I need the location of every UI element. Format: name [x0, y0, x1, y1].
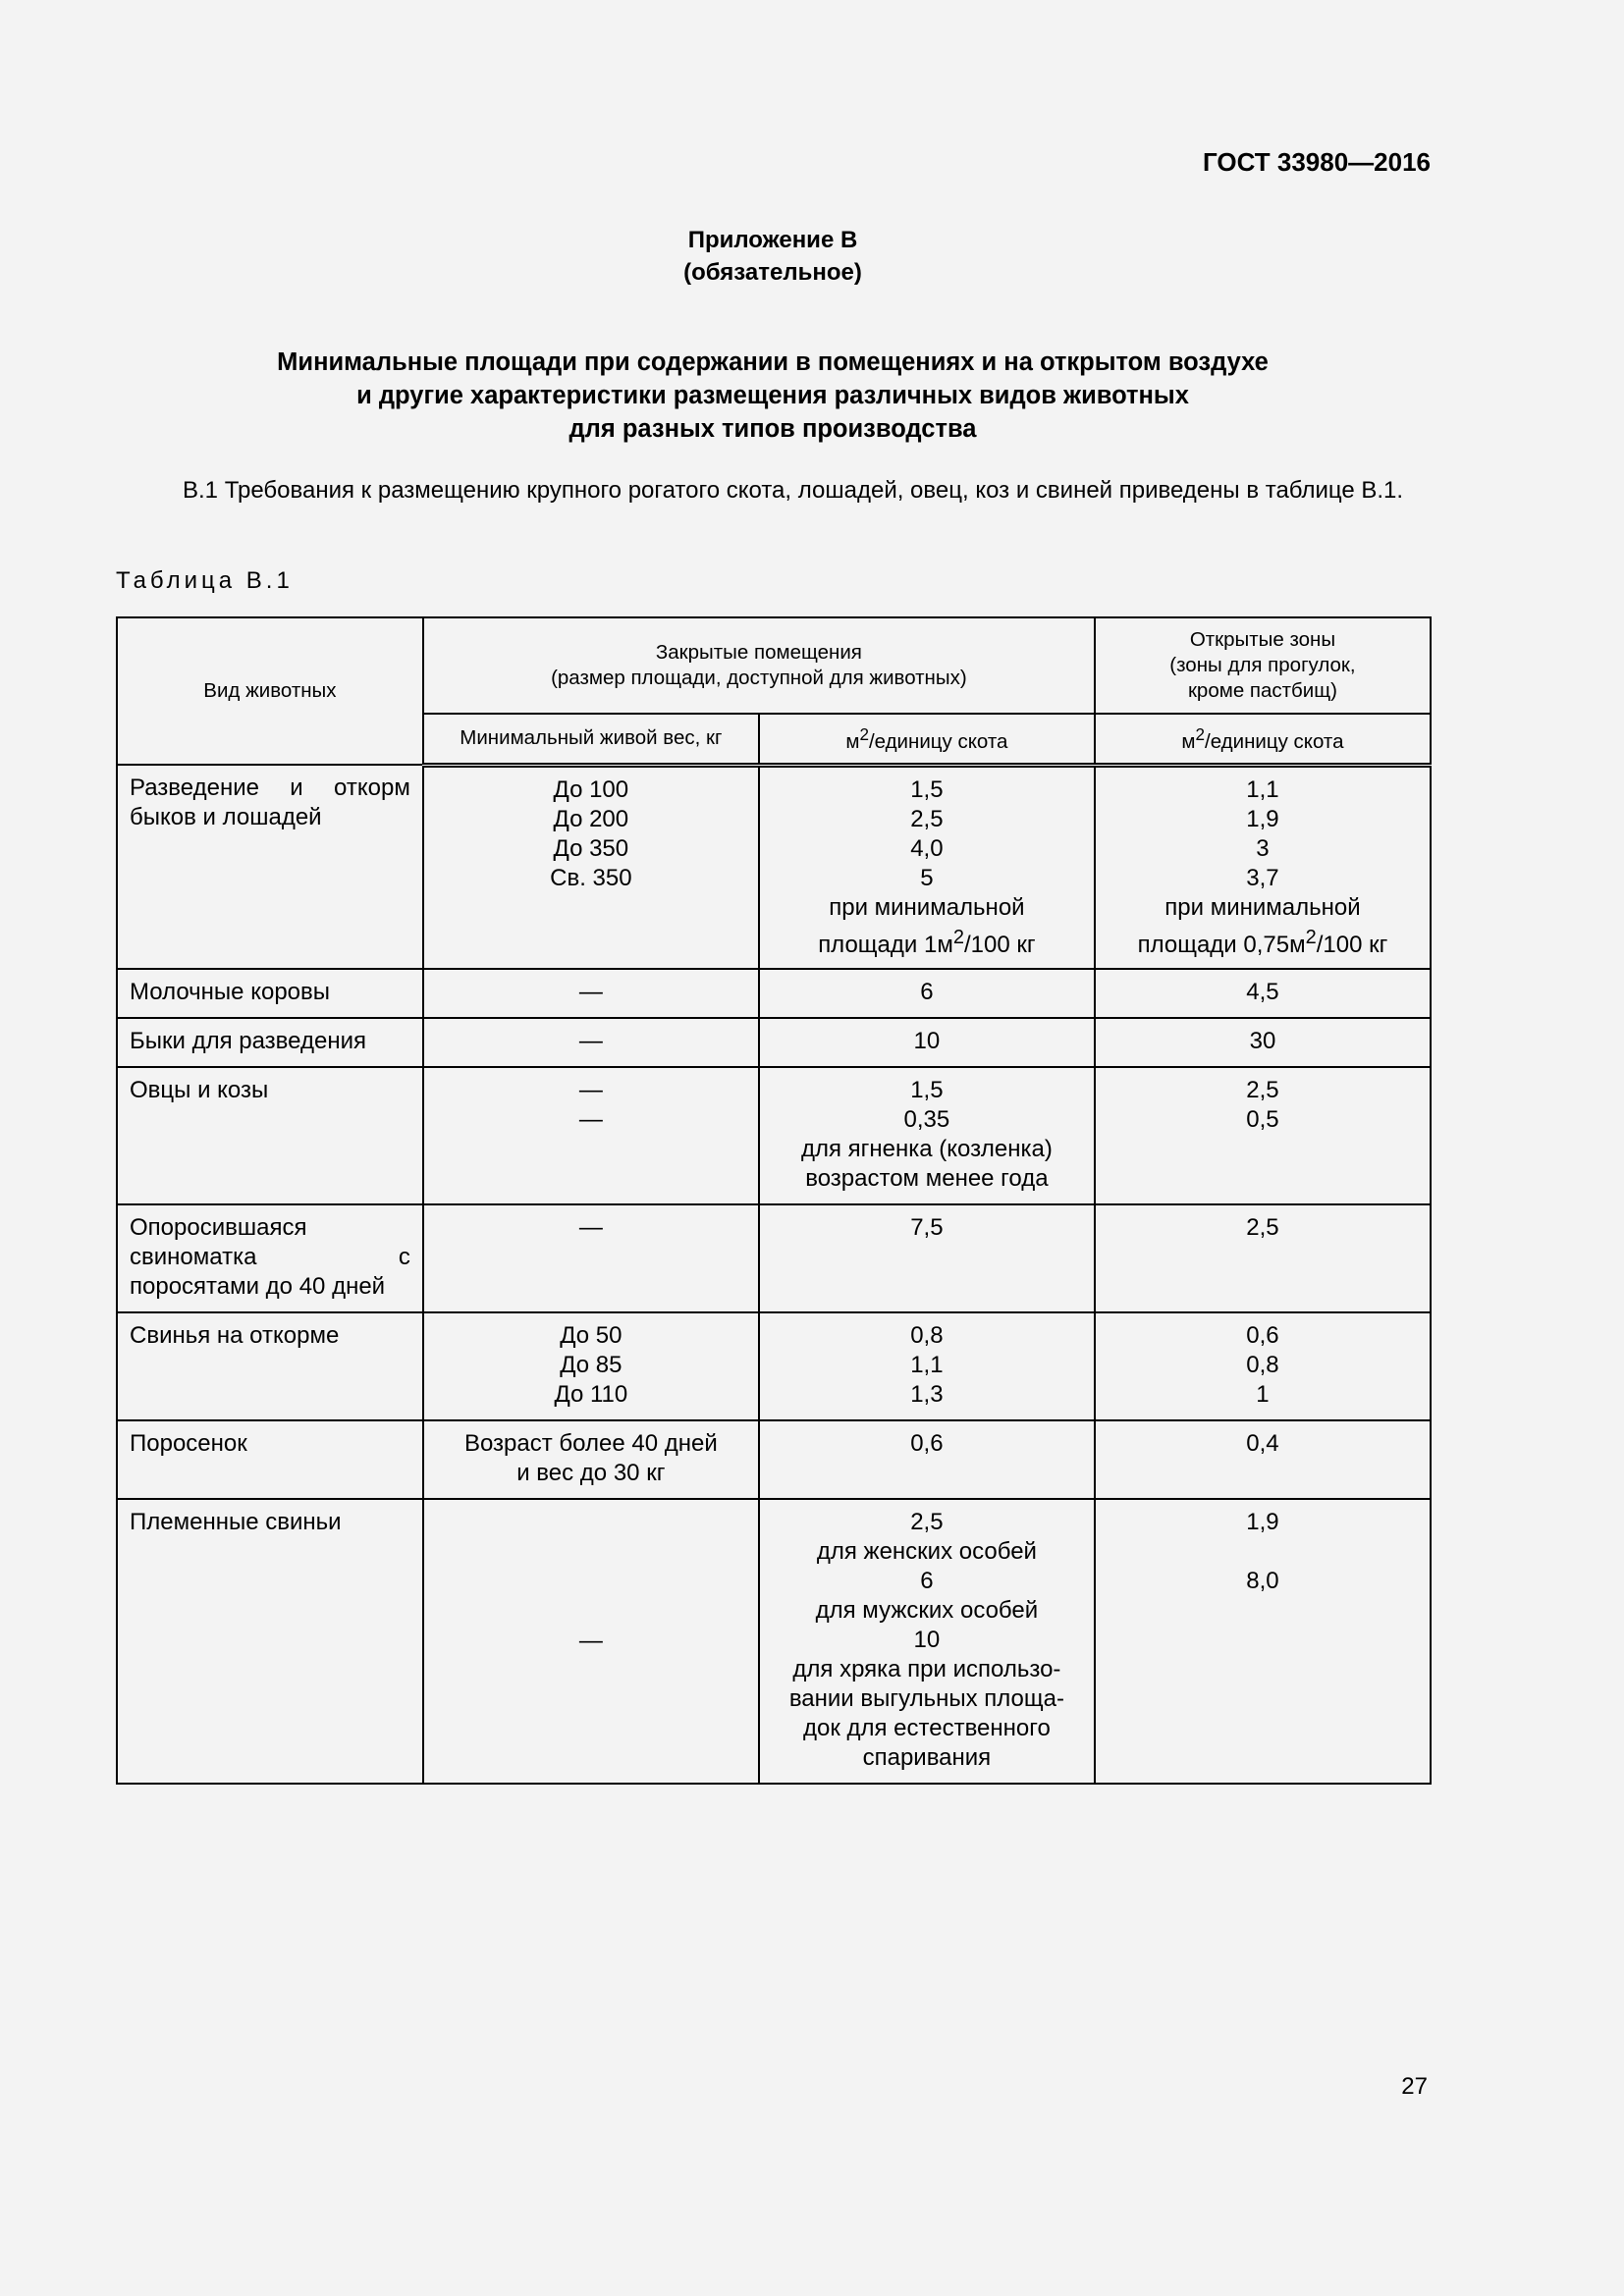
- table-caption: Таблица В.1: [116, 567, 294, 594]
- cell-closed: 7,5: [759, 1204, 1095, 1312]
- cell-weight: —: [423, 1018, 759, 1067]
- cell-open: 2,5 0,5: [1095, 1067, 1431, 1204]
- cell-animal: Свинья на откорме: [117, 1312, 423, 1420]
- header-closed: Закрытые помещения (размер площади, доступной для животных): [423, 617, 1095, 714]
- appendix-title: Приложение В: [687, 227, 858, 253]
- title-line-1: Минимальные площади при содержании в помещениях и на открытом воздухе: [277, 348, 1269, 376]
- title-line-2: и другие характеристики размещения различных видов животных: [356, 382, 1189, 409]
- cell-weight: —: [423, 1204, 759, 1312]
- page-title: [0, 346, 1545, 446]
- cell-weight: Возраст более 40 дней и вес до 30 кг: [423, 1420, 759, 1499]
- cell-animal: Опоросившаяся свиноматка с поросятами до 40 дней: [117, 1204, 423, 1312]
- cell-weight: До 100 До 200 До 350 Св. 350: [423, 765, 759, 969]
- cell-animal: Молочные коровы: [117, 969, 423, 1018]
- table-row: [117, 969, 1431, 1018]
- cell-closed: 10: [759, 1018, 1095, 1067]
- table-row: [117, 1018, 1431, 1067]
- cell-closed: 1,5 2,5 4,0 5 при минимальной площади $1м^2/100$ кг: [759, 765, 1095, 969]
- cell-weight: —: [423, 1499, 759, 1784]
- cell-open: 0,6 0,8 1: [1095, 1312, 1431, 1420]
- cell-animal: Разведение и откорм быков и лошадей: [117, 765, 423, 969]
- page-number: 27: [1401, 2073, 1428, 2100]
- cell-closed: 2,5 для женских особей 6 для мужских особей 10 для хряка при использо- вании выгульных площа- док для естественного спаривания: [759, 1499, 1095, 1784]
- cell-open: 2,5: [1095, 1204, 1431, 1312]
- cell-open: 0,4: [1095, 1420, 1431, 1499]
- document-code: ГОСТ 33980—2016: [1203, 147, 1431, 177]
- appendix-status: (обязательное): [683, 259, 862, 286]
- cell-closed: 0,6: [759, 1420, 1095, 1499]
- table-row: [117, 1067, 1431, 1204]
- cell-weight: —: [423, 969, 759, 1018]
- cell-open: 4,5: [1095, 969, 1431, 1018]
- cell-weight: — —: [423, 1067, 759, 1204]
- animals-area-table: [116, 616, 1432, 1785]
- header-animal: Вид животных: [117, 617, 423, 765]
- cell-open: 1,1 1,9 3 3,7 при минимальной площади $0,75м^2/100$ кг: [1095, 765, 1431, 969]
- table-row: [117, 1312, 1431, 1420]
- table-row: [117, 765, 1431, 969]
- cell-open: 1,9 8,0: [1095, 1499, 1431, 1784]
- cell-animal: Быки для разведения: [117, 1018, 423, 1067]
- cell-animal: Овцы и козы: [117, 1067, 423, 1204]
- cell-closed: 6: [759, 969, 1095, 1018]
- cell-closed: 0,8 1,1 1,3: [759, 1312, 1095, 1420]
- cell-closed: 1,5 0,35 для ягненка (козленка) возрастом менее года: [759, 1067, 1095, 1204]
- table-row: [117, 1204, 1431, 1312]
- cell-open: 30: [1095, 1018, 1431, 1067]
- intro-paragraph: В.1 Требования к размещению крупного рогатого скота, лошадей, овец, коз и свиней приведены в таблице В.1.: [183, 477, 1404, 504]
- table-row: [117, 1499, 1431, 1784]
- cell-animal: Племенные свиньи: [117, 1499, 423, 1784]
- table-row: [117, 1420, 1431, 1499]
- header-closed-per-head: $м^2$/единицу скота: [759, 714, 1095, 765]
- title-line-3: для разных типов производства: [568, 415, 977, 443]
- cell-animal: Поросенок: [117, 1420, 423, 1499]
- header-min-weight: Минимальный живой вес, кг: [423, 714, 759, 765]
- appendix-heading: [0, 224, 1545, 289]
- cell-weight: До 50 До 85 До 110: [423, 1312, 759, 1420]
- header-open: Открытые зоны (зоны для прогулок, кроме пастбищ): [1095, 617, 1431, 714]
- header-open-per-head: $м^2$/единицу скота: [1095, 714, 1431, 765]
